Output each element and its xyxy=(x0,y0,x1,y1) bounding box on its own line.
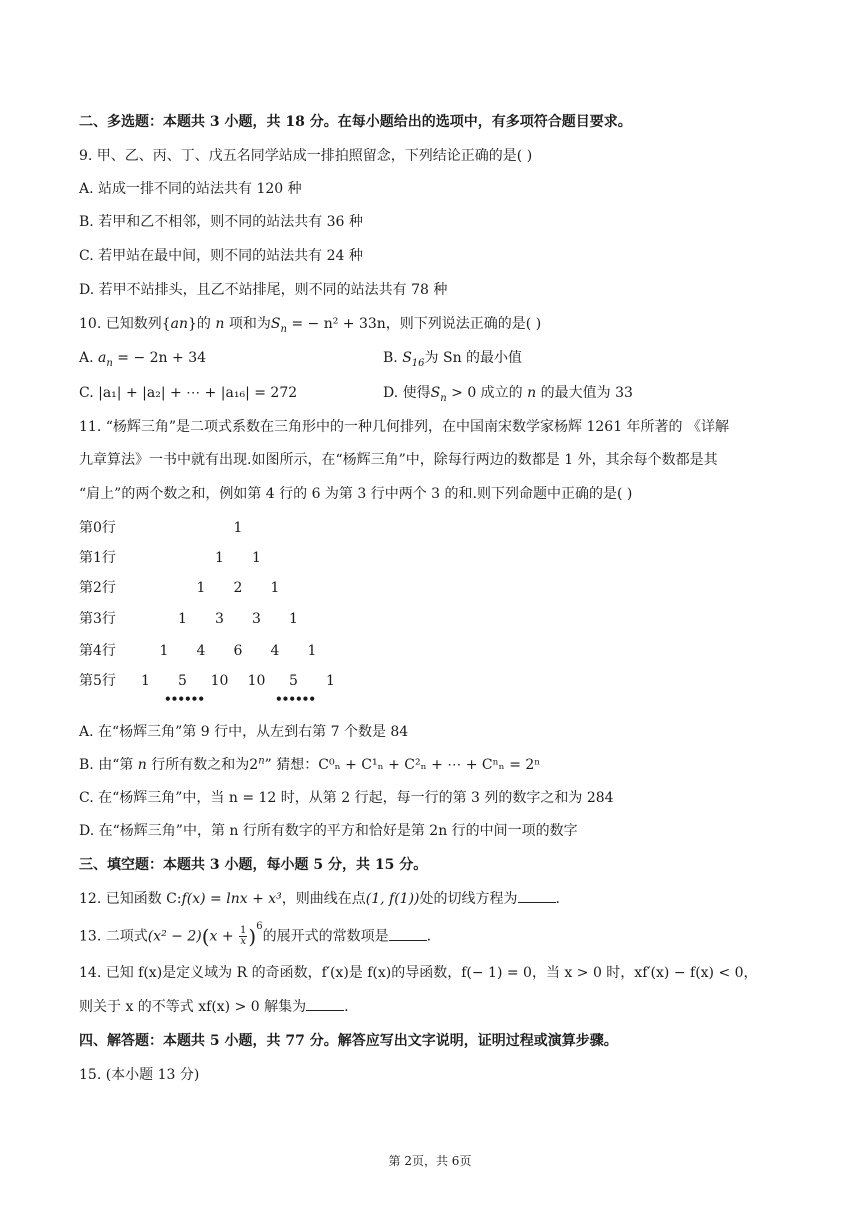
section-heading-solutions: 四、解答题：本题共 5 小题，共 77 分。解答应写出文字说明，证明过程或演算步骤。 xyxy=(79,1033,618,1049)
question-12: 12. 已知函数 C:f(x) = lnx + x³，则曲线在点(1, f(1))处的切线方程为 . xyxy=(79,891,560,907)
triangle-number: 5 xyxy=(289,673,298,689)
section-heading-fill-in: 三、填空题：本题共 3 小题，每小题 5 分，共 15 分。 xyxy=(79,857,428,873)
question-9-option-b: B. 若甲和乙不相邻，则不同的站法共有 36 种 xyxy=(79,214,363,230)
triangle-number: 10 xyxy=(210,673,229,689)
triangle-number: 1 xyxy=(159,643,169,659)
triangle-number: 1 xyxy=(326,673,335,689)
question-15-stem: 15. (本小题 13 分) xyxy=(79,1067,200,1083)
question-11-line-1: 11. “杨辉三角”是二项式系数在三角形中的一种几何排列，在中国南宋数学家杨辉 1261 年所著的 《详解 xyxy=(79,419,730,435)
question-10-option-d: D. 使得$S_n > 0$ 成立的 n 的最大值为 33 xyxy=(383,385,633,404)
question-9-option-c: C. 若甲站在最中间，则不同的站法共有 24 种 xyxy=(79,248,363,264)
triangle-number: 1 xyxy=(215,550,224,566)
triangle-number: 1 xyxy=(270,580,280,596)
question-9-option-d: D. 若甲不站排头，且乙不站排尾，则不同的站法共有 78 种 xyxy=(79,282,448,298)
triangle-number: 6 xyxy=(233,643,243,659)
question-10-option-b: B. $S_{16}$为 Sn 的最小值 xyxy=(383,350,523,369)
answer-blank xyxy=(389,928,427,941)
question-11-option-b: B. 由“第 n 行所有数之和为2$^n$” 猜想：C⁰ₙ + C¹ₙ + C²ₙ + ⋯ + Cⁿₙ = 2ⁿ xyxy=(79,755,541,773)
triangle-number: 1 xyxy=(252,550,261,566)
triangle-number: 4 xyxy=(196,643,206,659)
question-14-line-1: 14. 已知 f(x)是定义域为 R 的奇函数，f′(x)是 f(x)的导函数，f(− 1) = 0，当 x > 0 时，xf′(x) − f(x) < 0， xyxy=(79,965,758,981)
triangle-number: 1 xyxy=(178,611,187,627)
triangle-number: 5 xyxy=(178,673,187,689)
question-10-option-c: C. |a₁| + |a₂| + ⋯ + |a₁₆| = 272 xyxy=(79,385,298,401)
triangle-number: 2 xyxy=(233,580,243,596)
triangle-number: 1 xyxy=(289,611,298,627)
section-heading-multiple-choice: 二、多选题：本题共 3 小题，共 18 分。在每小题给出的选项中，有多项符合题目要求。 xyxy=(79,114,632,130)
question-14-line-2: 则关于 x 的不等式 xf(x) > 0 解集为 . xyxy=(79,999,349,1015)
question-11-line-2: 九章算法》一书中就有出现.如图所示，在“杨辉三角”中，除每行两边的数都是 1 外，其余每个数都是其 xyxy=(79,452,718,468)
triangle-number: 1 xyxy=(307,643,317,659)
question-10-option-a: A. $a_n$ = − 2n + 34 xyxy=(79,350,207,369)
triangle-number: 1 xyxy=(141,673,150,689)
question-11-option-c: C. 在“杨辉三角”中，当 n = 12 时，从第 2 行起，每一行的第 3 列的数字之和为 284 xyxy=(79,790,614,806)
triangle-row-label: 第4行 xyxy=(79,643,116,659)
triangle-row-label: 第1行 xyxy=(79,550,116,566)
yang-hui-triangle-figure xyxy=(79,512,379,712)
question-11-option-d: D. 在“杨辉三角”中，第 n 行所有数字的平方和恰好是第 2n 行的中间一项的数字 xyxy=(79,823,578,839)
triangle-number: 3 xyxy=(215,611,224,627)
triangle-number: 1 xyxy=(233,520,243,536)
answer-blank xyxy=(518,890,556,903)
triangle-row-label: 第0行 xyxy=(79,520,116,536)
triangle-ellipsis: •••••• xyxy=(275,692,316,706)
triangle-row-label: 第2行 xyxy=(79,580,116,596)
question-11-option-a: A. 在“杨辉三角”第 9 行中，从左到右第 7 个数是 84 xyxy=(79,724,409,740)
triangle-ellipsis: •••••• xyxy=(164,692,205,706)
question-13: 13. 二项式(x² − 2)(x + $\frac{1}{x}$ )$^6$的展开式的常数项是 . xyxy=(79,920,432,949)
fraction: $\frac{1}{x}$ xyxy=(240,925,247,947)
page-footer: 第 2页，共 6页 xyxy=(388,1154,472,1168)
question-11-line-3: “肩上”的两个数之和，例如第 4 行的 6 为第 3 行中两个 3 的和.则下列命题中正确的是( ) xyxy=(79,486,633,502)
triangle-row-label: 第5行 xyxy=(79,673,116,689)
question-9-option-a: A. 站成一排不同的站法共有 120 种 xyxy=(79,181,302,197)
triangle-row-label: 第3行 xyxy=(79,611,116,627)
triangle-number: 1 xyxy=(196,580,206,596)
question-10-stem: 10. 已知数列{an}的 n 项和为$S_n$ = − n² + 33n，则下列说法正确的是( ) xyxy=(79,316,542,335)
answer-blank xyxy=(306,998,344,1011)
triangle-number: 3 xyxy=(252,611,261,627)
triangle-number: 10 xyxy=(247,673,266,689)
triangle-number: 4 xyxy=(270,643,280,659)
question-9-stem: 9. 甲、乙、丙、丁、戊五名同学站成一排拍照留念，下列结论正确的是( ) xyxy=(79,148,533,164)
